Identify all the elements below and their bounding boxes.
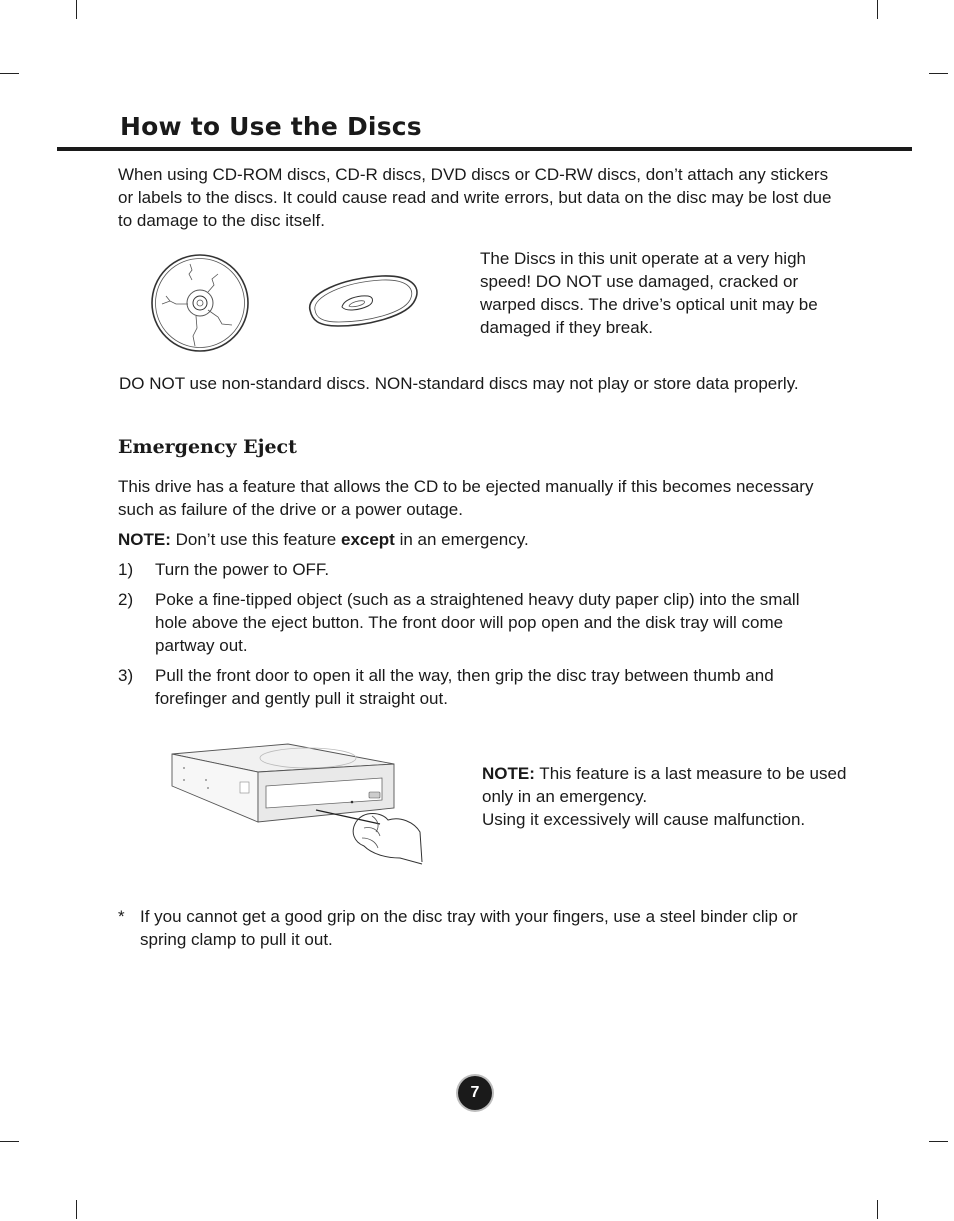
- side-note: [482, 762, 862, 831]
- crop-mark: [929, 1141, 948, 1142]
- footnote-text: If you cannot get a good grip on the disc tray with your fingers, use a steel binder clip or spring clamp to pull it out.: [140, 907, 798, 949]
- emergency-note: [118, 528, 838, 551]
- high-speed-warning: The Discs in this unit operate at a very high speed! DO NOT use damaged, cracked or warped discs. The drive’s optical unit may be damaged if they break.: [480, 249, 818, 337]
- step-number: 1): [118, 560, 134, 579]
- crop-mark: [76, 0, 77, 19]
- page-title: How to Use the Discs: [120, 112, 422, 141]
- crop-mark: [0, 1141, 19, 1142]
- page-number-badge: 7: [458, 1076, 492, 1110]
- emergency-description: This drive has a feature that allows the CD to be ejected manually if this becomes necessary such as failure of the drive or a power outage.: [118, 477, 814, 519]
- note-label: NOTE:: [118, 530, 171, 549]
- side-note-label: NOTE:: [482, 764, 535, 783]
- side-note-line2: Using it excessively will cause malfunction.: [482, 810, 806, 829]
- crop-mark: [877, 0, 878, 19]
- step-text: Turn the power to OFF.: [155, 560, 330, 579]
- note-text: Don’t use this feature: [170, 530, 341, 549]
- step-text: Pull the front door to open it all the way, then grip the disc tray between thumb and forefinger and gently pull it straight out.: [155, 666, 774, 708]
- note-emphasis: except: [340, 530, 395, 549]
- warped-disc-illustration: [302, 270, 422, 330]
- crop-mark: [877, 1200, 878, 1219]
- note-text-end: in an emergency.: [394, 530, 529, 549]
- crop-mark: [0, 73, 19, 74]
- side-note-text: This feature is a last measure to be used only in an emergency.: [482, 764, 847, 806]
- optical-drive-illustration: [168, 742, 428, 868]
- crop-mark: [929, 73, 948, 74]
- section-heading: Emergency Eject: [118, 436, 297, 458]
- crop-mark: [76, 1200, 77, 1219]
- non-standard-warning: DO NOT use non-standard discs. NON-standard discs may not play or store data properly.: [119, 374, 799, 393]
- cracked-disc-illustration: [148, 252, 252, 356]
- intro-paragraph: When using CD-ROM discs, CD-R discs, DVD discs or CD-RW discs, don’t attach any stickers or labels to the discs. It could cause read and write errors, but data on the disc may be lost due to damage to the disc itself.: [118, 165, 832, 230]
- step-number: 3): [118, 666, 134, 685]
- title-rule: [57, 147, 912, 151]
- step-text: Poke a fine-tipped object (such as a straightened heavy duty paper clip) into the small hole above the eject button. The front door will pop open and the disk tray will come partway out.: [155, 590, 800, 655]
- step-number: 2): [118, 590, 134, 609]
- footnote-marker: *: [118, 907, 125, 926]
